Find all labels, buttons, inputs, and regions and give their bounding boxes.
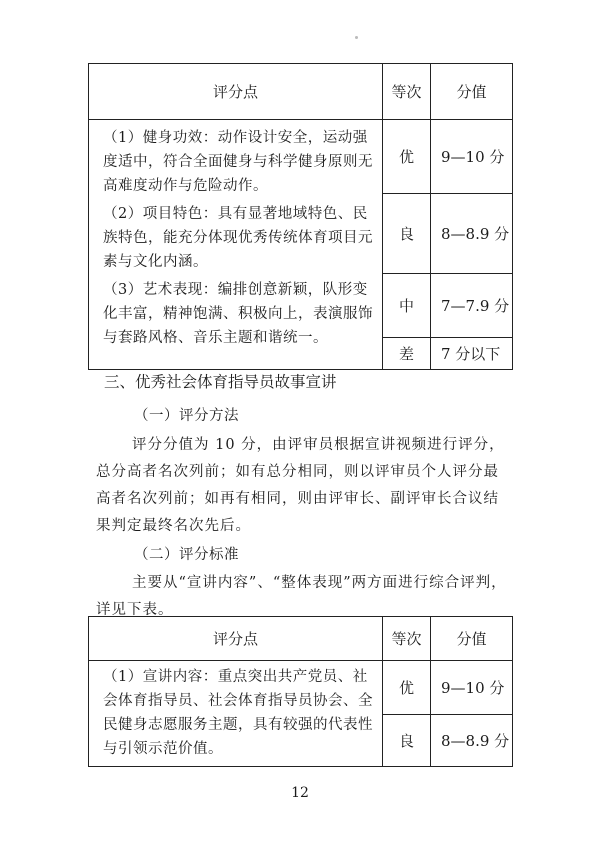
header-grade: 等次: [383, 617, 431, 661]
table-header-row: [89, 64, 513, 120]
header-criteria: 评分点: [89, 617, 383, 661]
criterion-text: （2）项目特色：具有显著地域特色、民族特色，能充分体现优秀传统体育项目元素与文化内涵。: [103, 206, 373, 270]
value-cell: 8—8.9 分: [431, 194, 513, 274]
method-paragraph: 评分分值为 10 分，由评审员根据宣讲视频进行评分， 总分高者名次列前；如有总分相同，则以评审员个人评分最高者名次列前；如再有相同，则由评审长、副评审长合议结果判定最终名次先后。: [96, 437, 505, 534]
standard-paragraph: 主要从“宣讲内容”、“整体表现”两方面进行综合评判，详见下表。: [96, 575, 507, 618]
criterion-text: （3）艺术表现：编排创意新颖，队形变化丰富，精神饱满、积极向上，表演服饰与套路风格、音乐主题和谐统一。: [103, 282, 373, 346]
criteria-cell: [89, 661, 383, 767]
table-row: [89, 120, 513, 194]
grade-cell: 良: [383, 715, 431, 767]
criterion-text: （1）健身功效：动作设计安全，运动强度适中，符合全面健身与科学健身原则无高难度动作与危险动作。: [103, 130, 373, 194]
value-cell: 7 分以下: [431, 338, 513, 370]
value-cell: 7—7.9 分: [431, 274, 513, 338]
grade-cell: 中: [383, 274, 431, 338]
scan-speck: [355, 36, 358, 39]
header-value: 分值: [431, 617, 513, 661]
value-cell: 9—10 分: [431, 661, 513, 715]
header-criteria: 评分点: [89, 64, 383, 120]
scoring-table-1: [88, 63, 513, 370]
grade-cell: 差: [383, 338, 431, 370]
criteria-cell: [89, 120, 383, 370]
page-number: 12: [291, 785, 309, 801]
header-grade: 等次: [383, 64, 431, 120]
criterion-text: （1）宣讲内容：重点突出共产党员、社会体育指导员、社会体育指导员协会、全民健身志愿服务主题，具有较强的代表性与引领示范价值。: [103, 669, 373, 757]
header-value: 分值: [431, 64, 513, 120]
scoring-table-2: [88, 616, 513, 767]
grade-cell: 优: [383, 120, 431, 194]
method-title: （一）评分方法: [134, 408, 239, 424]
table-header-row: [89, 617, 513, 661]
grade-cell: 良: [383, 194, 431, 274]
grade-cell: 优: [383, 661, 431, 715]
table-row: [89, 661, 513, 715]
value-cell: 8—8.9 分: [431, 715, 513, 767]
section-heading: 三、优秀社会体育指导员故事宣讲: [104, 373, 337, 391]
standard-title: （二）评分标准: [134, 547, 239, 563]
value-cell: 9—10 分: [431, 120, 513, 194]
